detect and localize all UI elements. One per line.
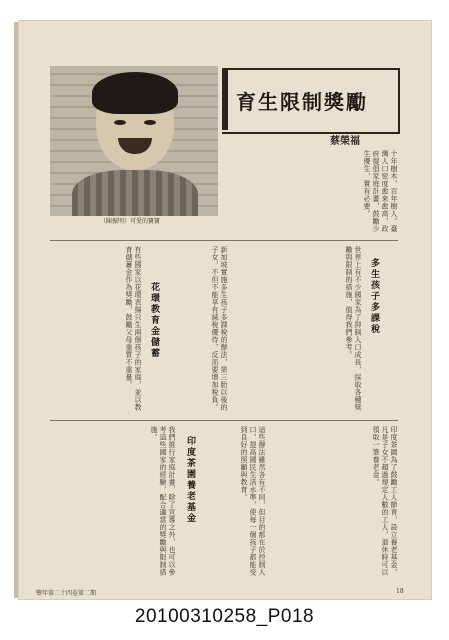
article-column-2: 世界上有不少國家為了抑制人口成長，採取各種獎勵與限制的措施，值得我們參考。: [345, 246, 362, 411]
page-number: 18: [396, 588, 404, 595]
photo-caption: （陳振明）可愛的寶寶: [100, 218, 161, 225]
archive-id-label: 20100310258_P018: [134, 606, 315, 627]
article-column-7: 我們推行家庭計畫，除了宣導之外，也可以參考這些國家的經驗，配合適當的獎勵與限制措施。: [150, 426, 176, 576]
article-column-3: 新加坡實施多生孩子多課稅的辦法，第三胎以後的子女，不但不能享有減稅優待，反而要增加稅負。: [211, 246, 228, 411]
subhead-tax: 多生孩子多課稅: [369, 258, 379, 335]
subhead-wreath: 花環教育金儲蓄: [149, 282, 159, 359]
photo-eye-right: [144, 120, 156, 125]
photo-hair: [92, 72, 178, 114]
article-column-4: 有些國家以花環表揚只生兩個孩子的家庭，並以教育儲蓄金作為獎勵，鼓勵父母重質不重量。: [125, 246, 142, 411]
article-title: 育生限制獎勵: [236, 90, 368, 114]
photo-eye-left: [114, 120, 126, 125]
article-author: 蔡榮福: [330, 136, 360, 147]
article-column-5: 印度茶園為了鼓勵工人節育，設立養老基金，凡是子女不超過規定人數的工人，退休時可以領取一筆養老金。: [372, 426, 398, 576]
photo-sweater: [72, 170, 198, 216]
subhead-tea: 印度茶園養老基金: [185, 436, 195, 524]
article-column-6: 這些辦法雖然各有不同，但目的都在於控制人口，提高國民生活水準，使每一個孩子都能受到良好的照顧與教育。: [240, 426, 266, 576]
article-column-1: 十年樹木，百年樹人。臺灣人口密度愈來愈高，政府提倡家庭計畫，鼓勵少生優生，實有必要。: [363, 150, 398, 233]
child-photo: [50, 66, 218, 216]
section-rule-upper: [50, 240, 398, 241]
title-bar: [222, 68, 228, 130]
issue-footer: 豐年第二十四卷第二期: [36, 590, 97, 597]
section-rule-lower: [50, 420, 398, 421]
